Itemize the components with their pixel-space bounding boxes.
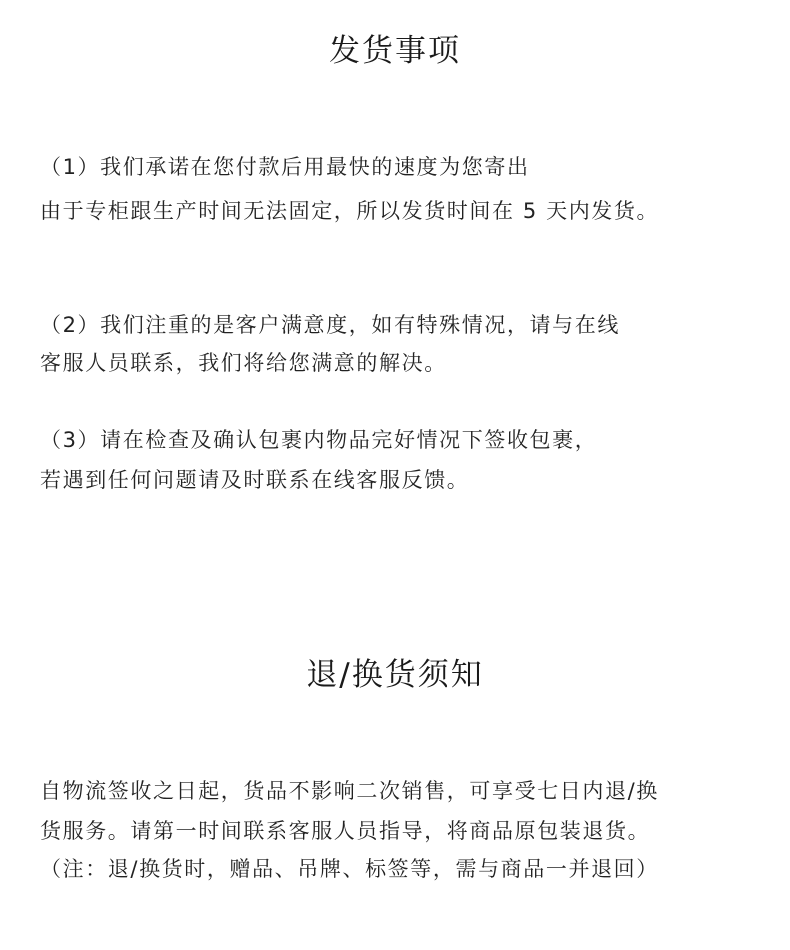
- shipping-notice-heading: 发货事项: [329, 33, 461, 69]
- shipping-item-3-line-1: （3）请在检查及确认包裹内物品完好情况下签收包裹，: [40, 428, 598, 452]
- returns-notice-heading: 退/换货须知: [306, 657, 484, 693]
- shipping-item-1-line-2: 由于专柜跟生产时间无法固定，所以发货时间在 5 天内发货。: [40, 199, 660, 223]
- shipping-item-2-line-1: （2）我们注重的是客户满意度，如有特殊情况，请与在线: [40, 313, 620, 337]
- shipping-item-1-line-1: （1）我们承诺在您付款后用最快的速度为您寄出: [40, 155, 530, 179]
- shipping-item-2-line-2: 客服人员联系，我们将给您满意的解决。: [40, 351, 447, 375]
- returns-note-line: （注：退/换货时，赠品、吊牌、标签等，需与商品一并退回）: [40, 857, 659, 881]
- returns-line-2: 货服务。请第一时间联系客服人员指导，将商品原包装退货。: [40, 819, 651, 843]
- returns-line-1: 自物流签收之日起，货品不影响二次销售，可享受七日内退/换: [40, 779, 659, 803]
- shipping-item-3-line-2: 若遇到任何问题请及时联系在线客服反馈。: [40, 468, 470, 492]
